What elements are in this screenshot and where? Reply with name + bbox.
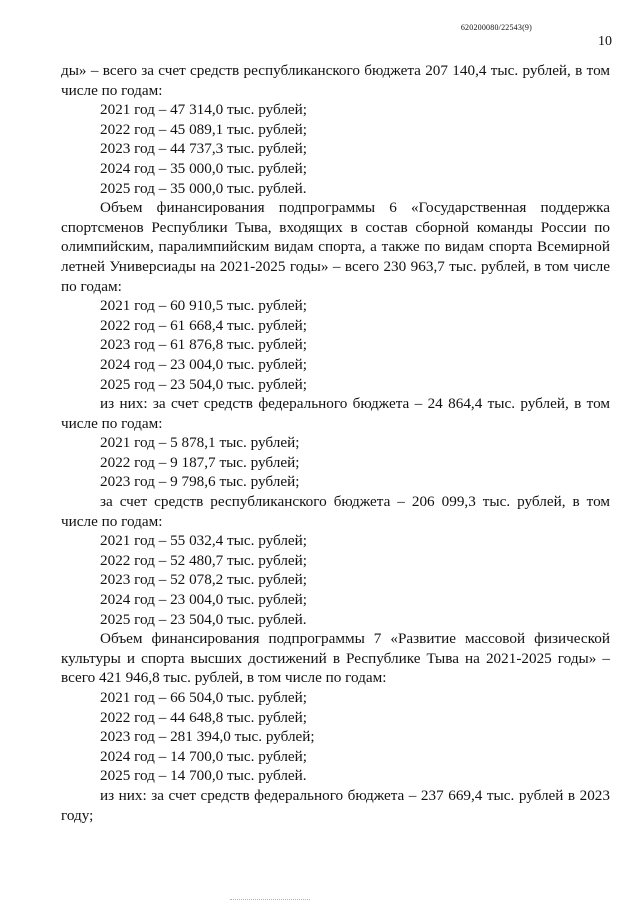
year-line: 2021 год – 5 878,1 тыс. рублей;	[100, 434, 300, 452]
year-line: 2023 год – 52 078,2 тыс. рублей;	[100, 571, 308, 589]
paragraph-continuation: ды» – всего за счет средств республиканского бюджета 207 140,4 тыс. рублей, в том числе по годам:	[61, 62, 610, 99]
document-body	[61, 61, 610, 825]
year-line: 2023 год – 9 798,6 тыс. рублей;	[100, 473, 300, 491]
year-list	[61, 688, 610, 786]
year-line: 2024 год – 23 004,0 тыс. рублей;	[100, 591, 308, 609]
year-line: 2022 год – 52 480,7 тыс. рублей;	[100, 551, 308, 569]
page-number: 10	[598, 34, 612, 49]
year-list	[61, 433, 610, 492]
year-line: 2025 год – 23 504,0 тыс. рублей;	[100, 375, 308, 393]
paragraph-federal-budget: из них: за счет средств федерального бюджета – 24 864,4 тыс. рублей, в том числе по годам:	[61, 395, 610, 432]
year-line: 2021 год – 60 910,5 тыс. рублей;	[100, 297, 308, 315]
year-line: 2023 год – 281 394,0 тыс. рублей;	[100, 728, 315, 746]
year-line: 2022 год – 61 668,4 тыс. рублей;	[100, 316, 308, 334]
paragraph-subprogram-7: Объем финансирования подпрограммы 7 «Развитие массовой физической культуры и спорта высших достижений в Республике Тыва на 2021-2025 годы» – всего 421 946,8 тыс. рублей, в том числе по годам:	[61, 630, 610, 687]
paragraph-republic-budget: за счет средств республиканского бюджета – 206 099,3 тыс. рублей, в том числе по годам:	[61, 493, 610, 530]
year-line: 2021 год – 55 032,4 тыс. рублей;	[100, 532, 308, 550]
year-line: 2024 год – 23 004,0 тыс. рублей;	[100, 355, 308, 373]
year-line: 2021 год – 47 314,0 тыс. рублей;	[100, 101, 308, 119]
year-line: 2023 год – 44 737,3 тыс. рублей;	[100, 140, 308, 158]
year-line: 2024 год – 14 700,0 тыс. рублей;	[100, 747, 308, 765]
year-line: 2022 год – 9 187,7 тыс. рублей;	[100, 453, 300, 471]
year-line: 2022 год – 44 648,8 тыс. рублей;	[100, 708, 308, 726]
year-line: 2025 год – 14 700,0 тыс. рублей.	[100, 767, 307, 785]
year-line: 2023 год – 61 876,8 тыс. рублей;	[100, 336, 308, 354]
year-line: 2021 год – 66 504,0 тыс. рублей;	[100, 689, 308, 706]
year-list	[61, 296, 610, 394]
year-line: 2022 год – 45 089,1 тыс. рублей;	[100, 120, 308, 138]
year-list	[61, 100, 610, 198]
year-list	[61, 531, 610, 629]
paragraph-subprogram-6: Объем финансирования подпрограммы 6 «Государственная поддержка спортсменов Республики Тыва, входящих в состав сборной команды России по олимпийским, паралимпийским видам спорта, а также по видам спорта Всемирной летней Универсиады на 2021-2025 годы» – всего 230 963,7 тыс. рублей, в том числе по годам:	[61, 199, 610, 295]
year-line: 2025 год – 35 000,0 тыс. рублей.	[100, 179, 307, 197]
footer-scan-mark	[230, 899, 310, 903]
paragraph-federal-budget: из них: за счет средств федерального бюджета – 237 669,4 тыс. рублей в 2023 году;	[61, 786, 610, 824]
year-line: 2025 год – 23 504,0 тыс. рублей.	[100, 610, 307, 628]
year-line: 2024 год – 35 000,0 тыс. рублей;	[100, 159, 308, 177]
document-id: 620200080/22543(9)	[460, 23, 532, 32]
